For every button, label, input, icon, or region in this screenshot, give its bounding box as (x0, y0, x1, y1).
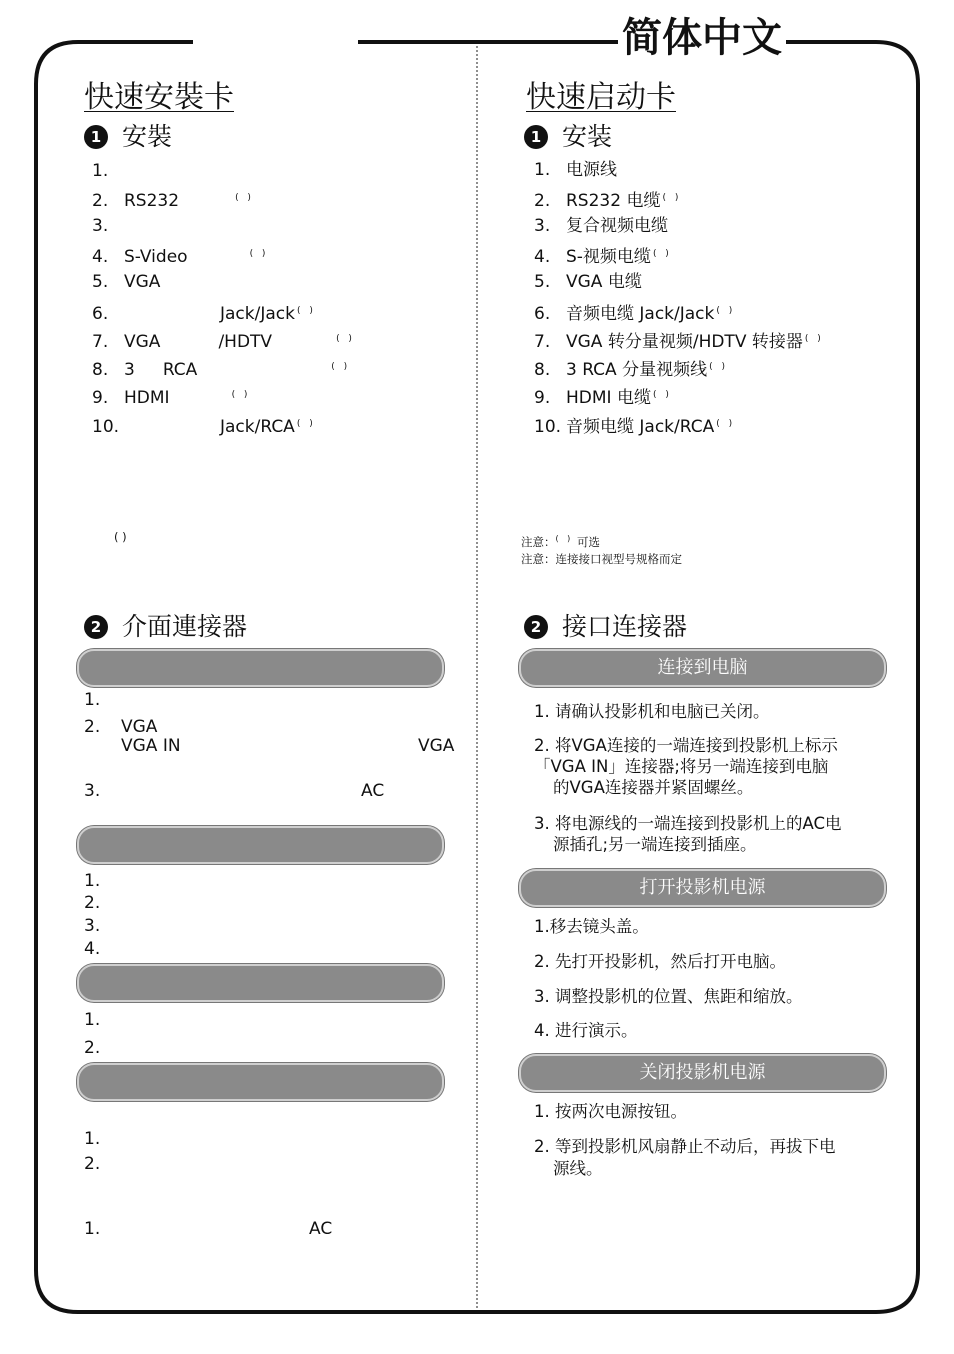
left-item: 7. VGA /HDTV ( ) (92, 332, 355, 352)
right-section2-heading (524, 612, 687, 642)
right-title: 快速启动卡 (526, 80, 676, 115)
optional-mark: ( ) (709, 362, 728, 372)
left-item: 1. (92, 161, 109, 181)
right-note-optional: 注意：( ) 可选 (521, 534, 600, 549)
right-item: 9. HDMI 电缆 ( ) (534, 388, 672, 408)
left-item: 5. VGA (92, 272, 161, 292)
right-section1-label: 安装 (562, 122, 613, 151)
right-item: 1. 电源线 (534, 160, 617, 180)
left-section2-heading (84, 612, 247, 642)
right-item: 8. 3 RCA 分量视频线 ( ) (534, 360, 728, 380)
right-item: 6. 音频电缆 Jack/Jack ( ) (534, 304, 736, 324)
left-extra-header (77, 1063, 444, 1101)
left-step: 1. (84, 1010, 101, 1030)
right-item: 3. 复合视频电缆 (534, 216, 668, 236)
left-section2-label: 介面連接器 (122, 612, 248, 641)
optional-mark: ( ) (249, 249, 269, 259)
optional-mark: ( ) (231, 390, 251, 400)
right-item: 2. RS232 电缆 ( ) (534, 191, 682, 211)
power-off-step: 2. 等到投影机风扇静止不动后，再拔下电 (534, 1137, 836, 1156)
left-step: 2. (84, 717, 101, 737)
left-title: 快速安裝卡 (84, 80, 234, 115)
left-connect-header (77, 649, 444, 687)
left-step: AC (361, 781, 385, 801)
optional-mark: ( ) (652, 390, 672, 400)
left-power-on-header (77, 826, 444, 864)
right-section1-heading (524, 122, 612, 152)
left-item: 9. HDMI ( ) (92, 388, 251, 408)
left-power-off-header (77, 964, 444, 1002)
left-step: VGA (418, 736, 455, 756)
left-item: 4. S-Video ( ) (92, 247, 269, 267)
language-header: 简体中文 (618, 14, 786, 62)
left-note-optional: ( ) (114, 530, 127, 544)
left-step: 1. (84, 1129, 101, 1149)
optional-mark: ( ) (804, 334, 824, 344)
optional-mark: ( ) (716, 306, 736, 316)
optional-mark: ( ) (331, 362, 351, 372)
left-step: 1. (84, 871, 101, 891)
power-off-step: 源线。 (553, 1159, 603, 1178)
connect-step: 的VGA连接器并紧固螺丝。 (553, 778, 754, 797)
right-item: 7. VGA 转分量视频/HDTV 转接器 ( ) (534, 332, 824, 352)
left-section1-heading (84, 122, 172, 152)
power-on-header: 打开投影机电源 (519, 869, 886, 907)
left-item: 2. RS232 ( ) (92, 191, 254, 211)
right-item: 4. S-视频电缆 ( ) (534, 247, 672, 267)
optional-mark: ( ) (296, 419, 316, 429)
connect-step: 源插孔;另一端连接到插座。 (553, 835, 757, 854)
connect-step: 1. 请确认投影机和电脑已关闭。 (534, 702, 770, 721)
optional-mark: ( ) (662, 193, 682, 203)
optional-mark: ( ) (652, 249, 672, 259)
right-item: 10. 音频电缆 Jack/RCA ( ) (534, 417, 736, 437)
left-section1-label: 安裝 (122, 122, 173, 151)
power-off-step: 1. 按两次电源按钮。 (534, 1102, 687, 1121)
left-step: 3. (84, 916, 101, 936)
power-on-step: 1.移去镜头盖。 (534, 917, 649, 936)
power-on-step: 3. 调整投影机的位置、焦距和缩放。 (534, 987, 803, 1006)
number-2-icon: 2 (524, 615, 548, 639)
number-1-icon: 1 (84, 125, 108, 149)
left-step: 1. (84, 690, 101, 710)
optional-mark: ( ) (235, 193, 254, 203)
power-off-header: 关闭投影机电源 (519, 1054, 886, 1092)
left-step: 2. (84, 893, 101, 913)
left-step: 4. (84, 939, 101, 959)
connect-step: 3. 将电源线的一端连接到投影机上的AC电 (534, 814, 842, 833)
left-step: 1. (84, 1219, 101, 1239)
power-on-step: 2. 先打开投影机，然后打开电脑。 (534, 952, 786, 971)
left-step: 2. (84, 1154, 101, 1174)
optional-mark: ( ) (716, 419, 736, 429)
connect-pc-header: 连接到电脑 (519, 649, 886, 687)
number-2-icon: 2 (84, 615, 108, 639)
left-step: VGA (121, 717, 158, 737)
right-item: 5. VGA 电缆 (534, 272, 642, 292)
left-item: 6. Jack/Jack ( ) (92, 304, 316, 324)
left-step: 2. (84, 1038, 101, 1058)
power-on-step: 4. 进行演示。 (534, 1021, 638, 1040)
optional-mark: ( ) (296, 306, 316, 316)
connect-step: 「VGA IN」连接器;将另一端连接到电脑 (534, 757, 829, 776)
left-item: 3. (92, 216, 109, 236)
right-note-spec: 注意：连接接口视型号规格而定 (521, 552, 682, 566)
left-step: AC (309, 1219, 333, 1239)
right-section2-label: 接口连接器 (562, 612, 688, 641)
connect-step: 2. 将VGA连接的一端连接到投影机上标示 (534, 736, 838, 755)
left-step: 3. (84, 781, 101, 801)
optional-mark: ( ) (336, 334, 355, 344)
number-1-icon: 1 (524, 125, 548, 149)
left-item: 10. Jack/RCA ( ) (92, 417, 316, 437)
left-item: 8. 3 RCA ( ) (92, 360, 351, 380)
left-step: VGA IN (121, 736, 181, 756)
